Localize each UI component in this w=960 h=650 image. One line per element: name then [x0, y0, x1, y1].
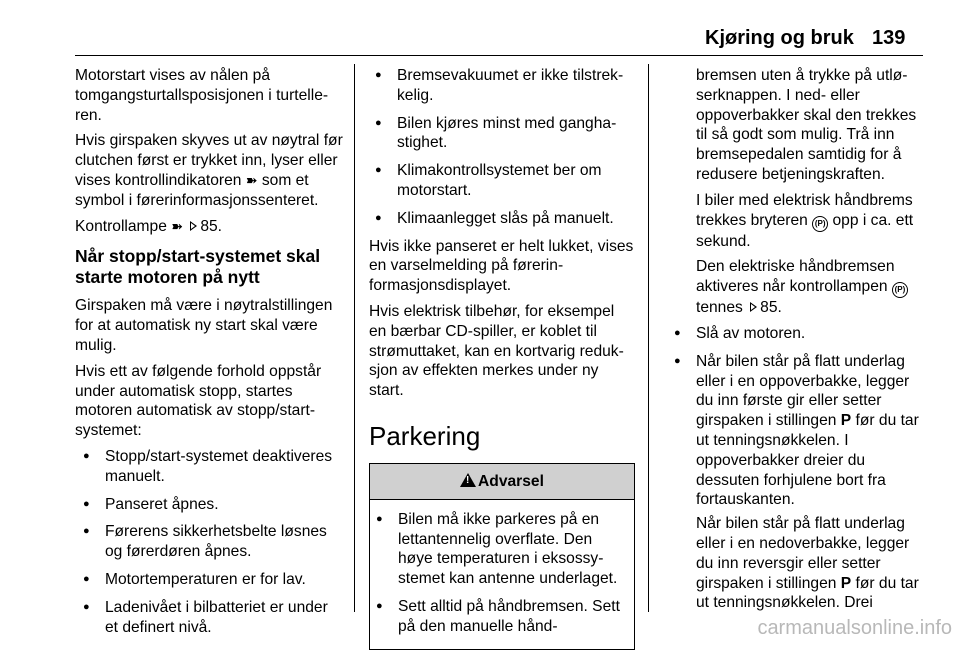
list-item: ● Klimakontrollsystemet ber om motorstart. — [369, 161, 635, 201]
paragraph — [696, 191, 923, 252]
column-divider-1 — [354, 64, 355, 612]
parking-brake-icon: (P) — [812, 216, 828, 232]
page-reference-icon — [750, 302, 757, 312]
watermark: carmanualsonline.info — [757, 617, 952, 639]
warning-header — [370, 464, 634, 500]
parking-steps-list — [668, 324, 923, 613]
text: Kontrollampe — [75, 217, 167, 235]
page-reference-link[interactable]: 85. — [200, 217, 222, 235]
warning-box — [369, 463, 635, 650]
subheading: Når stopp/start-systemet skal starte motoren på nytt — [75, 246, 321, 288]
text: før du tar ut tenningsnøkkelen. Drei — [696, 574, 919, 612]
header-divider — [75, 55, 923, 56]
gear-position: P — [840, 574, 852, 592]
text: Når bilen står på flatt underlag eller i en nedoverbakke, legger du inn reversgir eller setter girspaken i stillingen — [696, 515, 910, 592]
chapter-title: Kjøring og bruk — [705, 27, 854, 49]
text: Når bilen står på flatt underlag eller i en oppoverbakke, legger du inn første gir eller setter girspaken i stillingen — [696, 352, 910, 430]
text: før du tar ut tenningsnøkkelen. I oppoverbakker dreier du dessuten forhjulene bort fra fortauskanten. — [696, 412, 919, 509]
list-item: ● Motortemperaturen er for lav. — [75, 570, 345, 590]
list-item — [668, 352, 923, 613]
page-reference-link[interactable]: 85. — [760, 299, 782, 317]
text: opp i ca. ett sekund. — [696, 211, 914, 250]
paragraph: Motorstart vises av nålen på tomgangsturtallsposisjonen i turtelleren. — [75, 67, 329, 124]
page-number: 139 — [872, 27, 906, 49]
list-item: ● Klimaanlegget slås på manuelt. — [369, 209, 635, 229]
text: Den elektriske håndbremsen aktiveres når kontrollampen — [696, 258, 895, 296]
list-item: ● Bremsevakuumet er ikke tilstrekkelig. — [369, 66, 635, 106]
text: Hvis girspaken skyves ut av nøytral før clutchen først er trykket inn, lyser eller vises kontrollindikatoren — [75, 132, 343, 189]
warning-title: Advarsel — [478, 472, 544, 490]
list-item: ● Ladenivået i bilbatteriet er under et definert nivå. — [75, 598, 345, 638]
column-divider-2 — [648, 64, 649, 612]
parking-brake-icon: (P) — [892, 282, 908, 298]
warning-triangle-icon — [460, 473, 476, 487]
column-1 — [75, 66, 345, 645]
list-item: ● Førerens sikkerhetsbelte løsnes og førerdøren åpnes. — [75, 522, 345, 562]
page-header — [0, 0, 960, 62]
warning-list — [370, 510, 628, 637]
paragraph: Girspaken må være i nøytralstillingen for at automatisk ny start skal være mulig. — [75, 297, 333, 354]
list-item: ● Bilen må ikke parkeres på en lettantennelig overflate. Den høye temperaturen i eksossystemet kan antenne underlaget. — [370, 510, 628, 589]
paragraph — [75, 131, 345, 210]
column-2 — [369, 66, 635, 650]
paragraph — [696, 257, 923, 318]
condition-list — [75, 447, 345, 637]
paragraph: Hvis elektrisk tilbehør, for eksempel en bærbar CD-spiller, er koblet til strømuttaket, kan en kortvarig reduksjon av effekten merkes under ny start. — [369, 302, 624, 400]
paragraph: bremsen uten å trykke på utløserknappen. I ned- eller oppoverbakker skal den trekkes til så godt som mulig. Trå inn bremsepedalen samtidig for å redusere betjeningskraften. — [696, 67, 917, 183]
continued-item — [668, 66, 923, 318]
page-reference-icon — [190, 221, 197, 231]
list-item: ● Slå av motoren. — [668, 324, 923, 344]
list-item: ● Bilen kjøres minst med ganghastighet. — [369, 114, 635, 154]
gear-position: P — [840, 412, 852, 430]
list-item: ● Sett alltid på håndbremsen. Sett på den manuelle hånd- — [370, 597, 628, 637]
text: tennes — [696, 299, 743, 317]
warning-body — [370, 500, 634, 649]
paragraph: Hvis ikke panseret er helt lukket, vises en varselmelding på førerinformasjonsdisplayet. — [369, 237, 634, 295]
paragraph: Hvis ett av følgende forhold oppstår under automatisk stopp, startes motoren automatisk av stopp/start-systemet: — [75, 362, 322, 440]
list-item: ● Stopp/start-systemet deaktiveres manuelt. — [75, 447, 345, 487]
autostop-icon: ➽ — [245, 171, 258, 188]
list-item: ● Panseret åpnes. — [75, 495, 345, 515]
autostop-icon: ➽ — [171, 217, 183, 234]
column-3 — [668, 66, 923, 621]
text: I biler med elektrisk håndbrems trekkes bryteren — [696, 191, 913, 229]
section-heading: Parkering — [369, 420, 481, 451]
sub-paragraph — [696, 514, 923, 613]
text: som et symbol i førerinformasjonssenteret. — [75, 171, 319, 209]
paragraph — [75, 217, 345, 237]
condition-list — [369, 66, 635, 229]
